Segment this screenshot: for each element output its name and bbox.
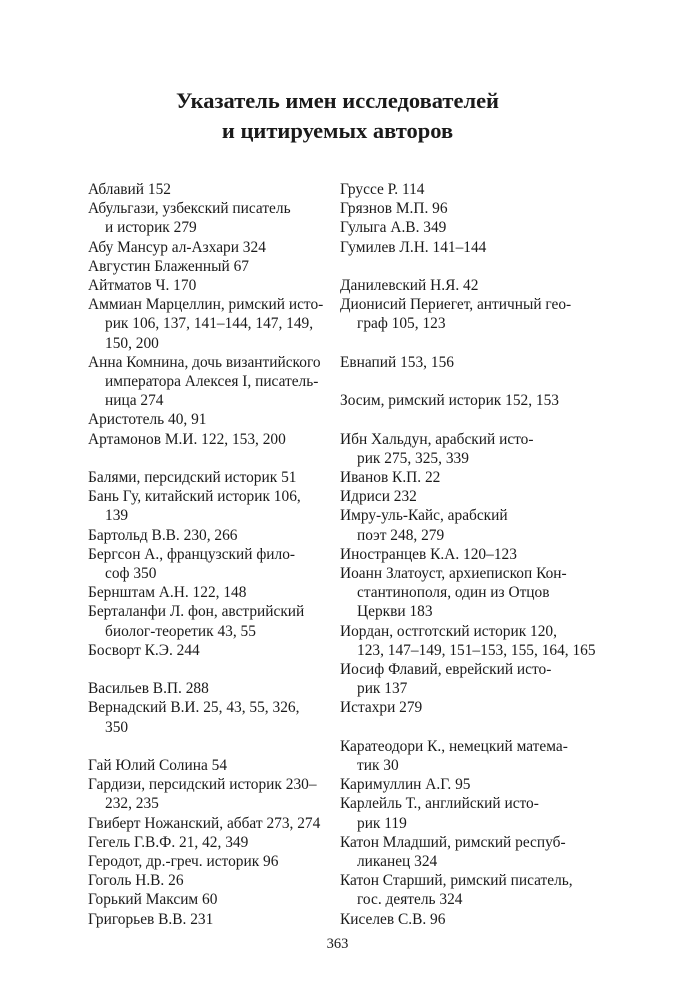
index-entry-line: Августин Блаженный 67	[88, 257, 249, 275]
index-entry-line: Гоголь Н.В. 26	[88, 872, 184, 890]
index-entry-line: Аблавий 152	[88, 181, 171, 198]
index-entry	[340, 775, 596, 794]
index-entry	[88, 430, 338, 449]
letter-group-gap	[340, 334, 596, 353]
index-entry	[88, 871, 338, 890]
index-entry-line: Горький Максим 60	[88, 891, 218, 909]
index-entry	[88, 487, 338, 525]
index-entry-continuation: рик 106, 137, 141–144, 147, 149,	[105, 315, 314, 333]
index-entry-continuation: рик 275, 325, 339	[357, 449, 469, 467]
index-entry-line: Карлейль Т., английский исто-	[340, 795, 539, 813]
index-entry-line: Аммиан Марцеллин, римский исто-	[88, 296, 324, 314]
index-entry-continuation: 232, 235	[105, 795, 159, 813]
index-entry	[88, 238, 338, 257]
index-column-left	[88, 180, 338, 929]
index-entry	[340, 199, 596, 218]
index-entry	[88, 295, 338, 353]
index-entry-line: Иванов К.П. 22	[340, 468, 441, 486]
index-entry-line: Иностранцев К.А. 120–123	[340, 545, 517, 563]
index-entry-line: Бань Гу, китайский историк 106,	[88, 488, 301, 506]
index-entry	[340, 545, 596, 564]
index-entry	[88, 641, 338, 660]
index-entry-continuation: 123, 147–149, 151–153, 155, 164, 165	[357, 641, 596, 659]
index-entry	[340, 487, 596, 506]
index-entry-line: Бергсон А., французский фило-	[88, 545, 296, 563]
index-entry-line: Гай Юлий Солина 54	[88, 757, 228, 775]
index-entry-line: Аристотель 40, 91	[88, 411, 207, 429]
index-entry	[340, 276, 596, 295]
index-entry	[88, 199, 338, 237]
index-entry-continuation: рик 119	[357, 814, 407, 832]
letter-group-gap	[340, 718, 596, 737]
index-entry-line: Бартольд В.В. 230, 266	[88, 526, 238, 544]
index-entry-line: Геродот, др.-греч. историк 96	[88, 853, 279, 871]
index-entry	[340, 660, 596, 698]
index-entry-continuation: рик 137	[357, 680, 408, 698]
index-entry-line: Гулыга А.В. 349	[340, 219, 447, 237]
index-entry	[340, 430, 596, 468]
index-entry-line: Катон Старший, римский писатель,	[340, 872, 573, 890]
index-entry-line: Грязнов М.П. 96	[340, 200, 448, 218]
index-entry-continuation: поэт 248, 279	[357, 526, 445, 544]
index-entry-line: Васильев В.П. 288	[88, 680, 209, 698]
index-entry	[88, 602, 338, 640]
index-entry	[88, 833, 338, 852]
index-entry	[340, 506, 596, 544]
index-entry-line: Истахри 279	[340, 699, 423, 717]
index-entry	[88, 775, 338, 813]
index-entry	[88, 353, 338, 411]
index-entry-line: Дионисий Периегет, античный гео-	[340, 296, 572, 314]
index-entry	[340, 391, 596, 410]
index-entry-line: Григорьев В.В. 231	[88, 910, 214, 928]
index-entry	[88, 526, 338, 545]
index-entry	[340, 353, 596, 372]
index-entry-line: Бернштам А.Н. 122, 148	[88, 584, 247, 602]
page-number: 363	[326, 936, 349, 952]
index-entry	[88, 814, 338, 833]
index-entry-continuation: и историк 279	[105, 219, 197, 237]
index-entry-line: Имру-уль-Кайс, арабский	[340, 507, 508, 525]
letter-group-gap	[340, 372, 596, 391]
index-entry-line: Катон Младший, римский респуб-	[340, 833, 566, 851]
index-entry-line: Балями, персидский историк 51	[88, 469, 297, 487]
index-entry-continuation: Церкви 183	[357, 603, 433, 621]
title-line-2: и цитируемых авторов	[221, 118, 454, 143]
index-entry-line: Артамонов М.И. 122, 153, 200	[88, 430, 286, 448]
index-entry	[88, 276, 338, 295]
index-entry-line: Босворт К.Э. 244	[88, 641, 200, 659]
index-entry	[88, 410, 338, 429]
index-entry	[88, 180, 338, 199]
index-entry-line: Идриси 232	[340, 488, 417, 506]
index-entry	[88, 852, 338, 871]
index-entry	[340, 564, 596, 622]
index-entry-line: Абульгази, узбекский писатель	[88, 200, 291, 218]
index-entry-continuation: 150, 200	[105, 334, 159, 352]
index-entry	[88, 910, 338, 929]
index-entry-continuation: императора Алексея I, писатель-	[105, 373, 319, 391]
index-entry	[340, 794, 596, 832]
index-column-right	[340, 180, 596, 929]
page-title	[0, 86, 675, 146]
index-entry	[88, 583, 338, 602]
index-entry-line: Абу Мансур ал-Азхари 324	[88, 238, 266, 256]
index-entry	[88, 545, 338, 583]
index-entry-line: Гумилев Л.Н. 141–144	[340, 238, 487, 256]
index-entry	[340, 295, 596, 333]
index-entry	[340, 218, 596, 237]
index-entry-continuation: ликанец 324	[357, 853, 438, 871]
index-entry-line: Каратеодори К., немецкий матема-	[340, 737, 568, 755]
index-entry	[340, 737, 596, 775]
index-entry-line: Иоанн Златоуст, архиепископ Кон-	[340, 565, 567, 582]
title-line-1: Указатель имен исследователей	[175, 88, 500, 113]
index-entry-continuation: ница 274	[105, 392, 164, 410]
letter-group-gap	[88, 449, 338, 468]
index-entry	[340, 622, 596, 660]
index-entry-continuation: стантинополя, один из Отцов	[357, 584, 550, 602]
index-entry	[88, 890, 338, 909]
index-entry-line: Берталанфи Л. фон, австрийский	[88, 603, 305, 621]
index-entry-line: Ибн Хальдун, арабский исто-	[340, 430, 534, 448]
index-entry-line: Гвиберт Ножанский, аббат 273, 274	[88, 814, 321, 832]
index-entry	[340, 910, 596, 929]
index-entry	[88, 468, 338, 487]
index-entry-line: Данилевский Н.Я. 42	[340, 277, 479, 294]
index-entry-line: Гегель Г.В.Ф. 21, 42, 349	[88, 833, 249, 851]
index-entry-line: Иосиф Флавий, еврейский исто-	[340, 661, 552, 679]
index-entry-continuation: биолог-теоретик 43, 55	[105, 622, 256, 640]
index-entry-continuation: гос. деятель 324	[357, 891, 463, 909]
index-entry	[340, 833, 596, 871]
index-entry-line: Иордан, остготский историк 120,	[340, 622, 557, 640]
index-entry	[340, 180, 596, 199]
index-entry-continuation: 139	[105, 507, 129, 525]
index-entry-line: Гардизи, персидский историк 230–	[88, 776, 317, 794]
index-entry-line: Зосим, римский историк 152, 153	[340, 392, 560, 410]
index-entry	[340, 871, 596, 909]
letter-group-gap	[88, 737, 338, 756]
index-entry-line: Евнапий 153, 156	[340, 353, 454, 371]
index-entry-line: Айтматов Ч. 170	[88, 277, 197, 295]
index-entry-line: Вернадский В.И. 25, 43, 55, 326,	[88, 699, 300, 717]
index-entry	[340, 238, 596, 257]
index-entry-line: Киселев С.В. 96	[340, 910, 446, 928]
index-entry	[88, 698, 338, 736]
index-entry-line: Груссе Р. 114	[340, 181, 425, 198]
index-entry	[340, 698, 596, 717]
index-entry-continuation: соф 350	[105, 565, 157, 583]
letter-group-gap	[340, 410, 596, 429]
index-entry	[88, 679, 338, 698]
index-entry	[88, 257, 338, 276]
index-entry-continuation: граф 105, 123	[357, 315, 446, 333]
index-entry-line: Анна Комнина, дочь византийского	[88, 353, 321, 371]
index-entry	[88, 756, 338, 775]
letter-group-gap	[340, 257, 596, 276]
index-entry	[340, 468, 596, 487]
index-entry-continuation: 350	[105, 718, 129, 736]
letter-group-gap	[88, 660, 338, 679]
index-entry-line: Каримуллин А.Г. 95	[340, 776, 471, 794]
index-entry-continuation: тик 30	[357, 757, 399, 775]
